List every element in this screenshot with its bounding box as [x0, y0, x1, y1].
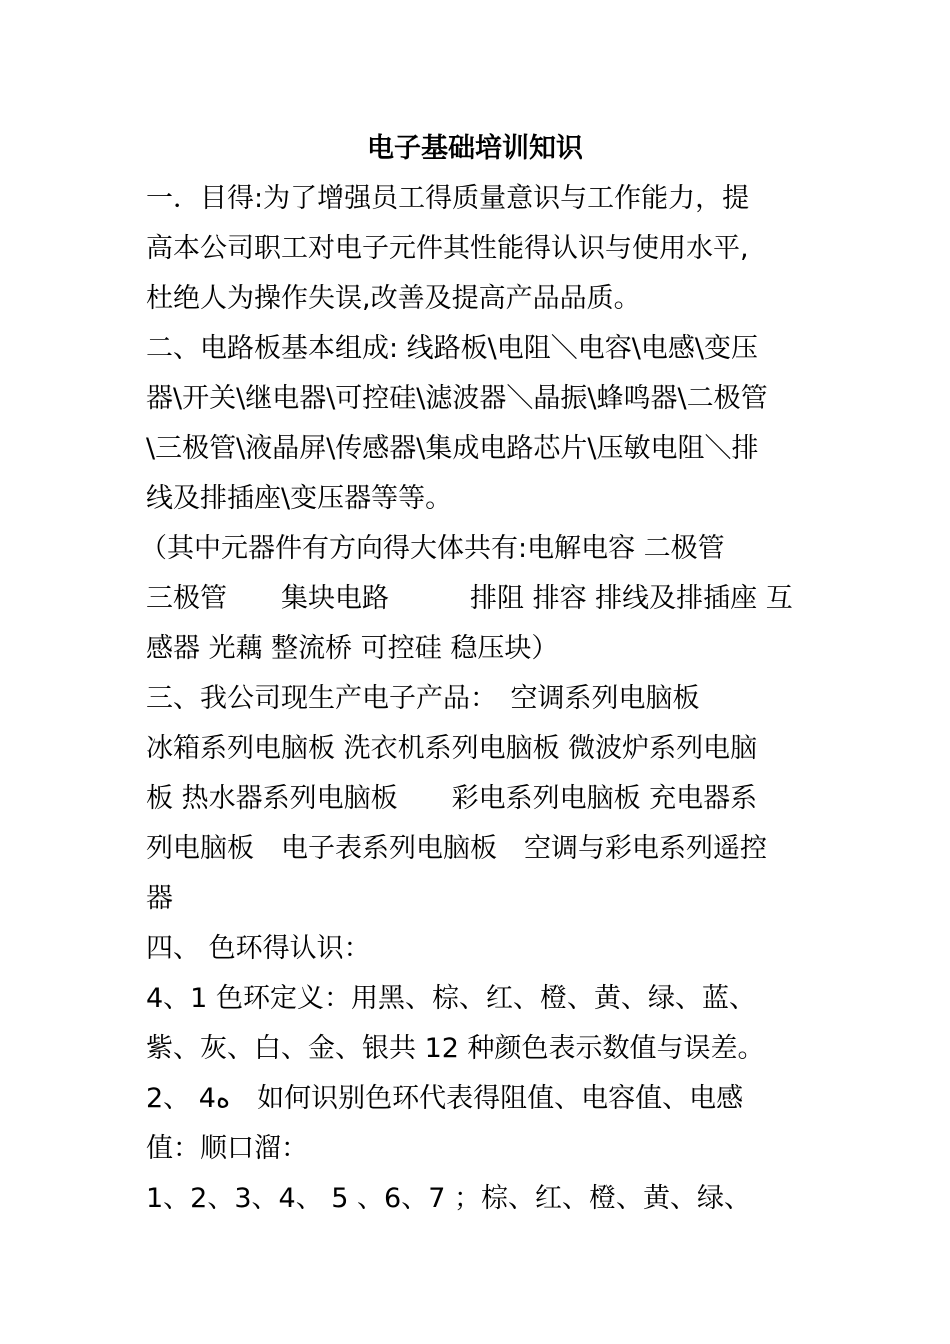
text-line: 器\开关\继电器\可控硅\滤波器＼晶振\蜂鸣器\二极管	[146, 383, 768, 414]
text-line: 1、2、3、4、 5 、6、7 ；棕、红、橙、黄、绿、	[146, 1183, 751, 1214]
text-line: 值：顺口溜：	[146, 1133, 308, 1164]
text-line: 三、我公司现生产电子产品： 空调系列电脑板	[146, 683, 700, 714]
text-line: （其中元器件有方向得大体共有:电解电容 二极管	[140, 533, 725, 564]
text-line: 三极管 集块电路 排阻 排容 排线及排插座 互	[146, 583, 793, 614]
text-line: 冰箱系列电脑板 洗衣机系列电脑板 微波炉系列电脑	[146, 733, 758, 764]
document-title: 电子基础培训知识	[367, 133, 583, 164]
text-line: 高本公司职工对电子元件其性能得认识与使用水平,	[146, 233, 749, 264]
text-line: \三极管\液晶屏\传感器\集成电路芯片\压敏电阻＼排	[146, 433, 759, 464]
text-line: 一．目得:为了增强员工得质量意识与工作能力，提	[146, 183, 750, 214]
text-line: 4、1 色环定义：用黑、棕、红、橙、黄、绿、蓝、	[146, 983, 756, 1014]
text-line: 二、电路板基本组成: 线路板\电阻＼电容\电感\变压	[146, 333, 758, 364]
text-line: 列电脑板 电子表系列电脑板 空调与彩电系列遥控	[146, 833, 767, 864]
text-line: 板 热水器系列电脑板 彩电系列电脑板 充电器系	[146, 783, 758, 814]
text-line: 感器 光藕 整流桥 可控硅 稳压块）	[146, 633, 559, 664]
text-line: 紫、灰、白、金、银共 12 种颜色表示数值与误差。	[146, 1033, 765, 1064]
text-line: 器	[146, 883, 173, 914]
text-line: 杜绝人为操作失误,改善及提高产品品质。	[146, 283, 641, 314]
text-line: 线及排插座\变压器等等。	[146, 483, 453, 514]
text-line: 四、 色环得认识：	[146, 933, 371, 964]
text-line: 2、 4ﻩ 如何识别色环代表得阻值、电容值、电感	[146, 1083, 744, 1114]
